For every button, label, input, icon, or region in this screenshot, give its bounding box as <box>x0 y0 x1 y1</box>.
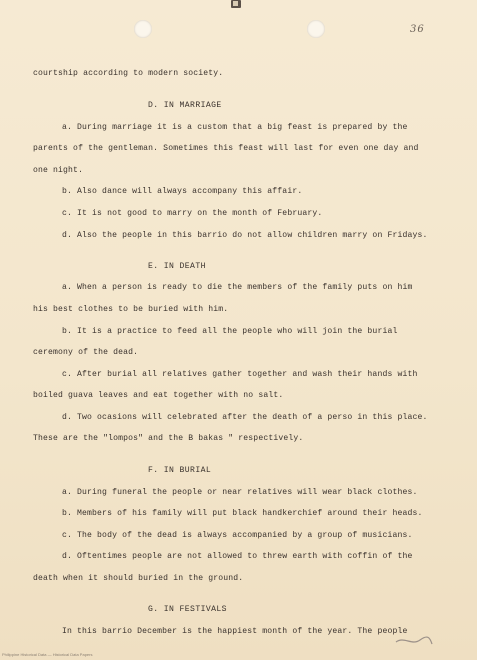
text-line: a. During marriage it is a custom that a big feast is prepared by the <box>62 123 408 132</box>
pencil-mark <box>394 628 434 650</box>
text-line: These are the "lompos" and the B bakas " respectively. <box>33 434 304 443</box>
section-heading-death: E. IN DEATH <box>148 262 206 271</box>
text-line: parents of the gentleman. Sometimes this feast will last for even one day and <box>33 144 419 153</box>
text-line: c. After burial all relatives gather together and wash their hands with <box>62 370 418 379</box>
text-line: a. During funeral the people or near relatives will wear black clothes. <box>62 488 418 497</box>
punch-hole-right <box>307 20 325 38</box>
page-tab-marker <box>231 0 241 8</box>
text-line: b. It is a practice to feed all the people who will join the burial <box>62 327 398 336</box>
text-line: c. It is not good to marry on the month of February. <box>62 209 323 218</box>
text-line: c. The body of the dead is always accompanied by a group of musicians. <box>62 531 413 540</box>
text-line: b. Also dance will always accompany this affair. <box>62 187 303 196</box>
text-line: d. Also the people in this barrio do not allow children marry on Fridays. <box>62 231 428 240</box>
text-line: a. When a person is ready to die the members of the family puts on him <box>62 283 413 292</box>
text-line: d. Oftentimes people are not allowed to threw earth with coffin of the <box>62 552 413 561</box>
text-line: his best clothes to be buried with him. <box>33 305 229 314</box>
text-line: b. Members of his family will put black handkerchief around their heads. <box>62 509 423 518</box>
text-line: death when it should buried in the ground. <box>33 574 244 583</box>
text-line: one night. <box>33 166 84 175</box>
text-line: In this barrio December is the happiest month of the year. The people <box>62 627 408 636</box>
page-number: 36 <box>410 24 425 35</box>
section-heading-burial: F. IN BURIAL <box>148 466 212 475</box>
text-line: ceremony of the dead. <box>33 348 139 357</box>
text-line: boiled guava leaves and eat together with no salt. <box>33 391 284 400</box>
text-line: d. Two ocasions will celebrated after the death of a perso in this place. <box>62 413 428 422</box>
text-line: courtship according to modern society. <box>33 69 224 78</box>
punch-hole-left <box>134 20 152 38</box>
section-heading-marriage: D. IN MARRIAGE <box>148 101 222 110</box>
footer-source: Philippine Historical Data — Historical Data Papers <box>2 652 93 657</box>
section-heading-festivals: G. IN FESTIVALS <box>148 605 227 614</box>
